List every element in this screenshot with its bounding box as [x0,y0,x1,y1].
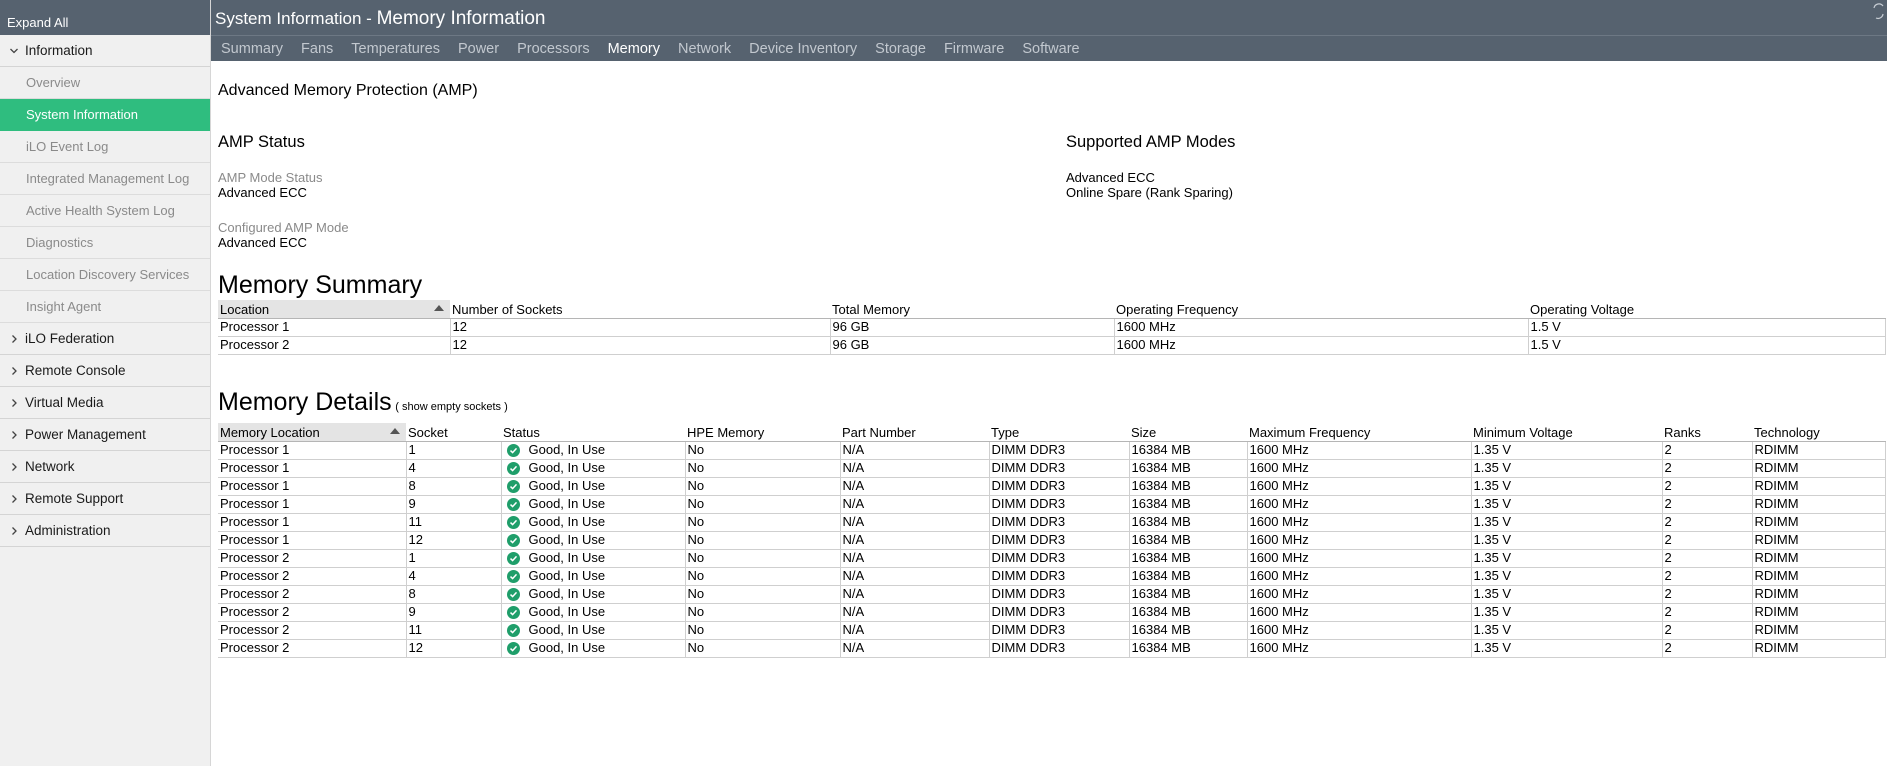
table-cell: 1.35 V [1471,549,1662,567]
table-cell: 12 [450,318,830,336]
table-row [218,495,1885,513]
table-cell: 1.35 V [1471,495,1662,513]
show-empty-sockets-link[interactable]: ( show empty sockets ) [395,401,508,413]
table-cell: No [685,495,840,513]
table-cell: RDIMM [1752,603,1885,621]
nav-group-label: Remote Console [25,363,126,378]
table-cell: No [685,459,840,477]
status-cell [501,477,685,495]
table-cell: 1600 MHz [1247,549,1471,567]
table-cell: 4 [406,459,501,477]
table-cell: 12 [406,639,501,657]
table-cell: 9 [406,603,501,621]
table-cell: Processor 1 [218,459,406,477]
sort-ascending-icon [434,305,444,311]
table-row [218,639,1885,657]
column-header-socket[interactable]: Socket [406,423,501,441]
table-cell: 2 [1662,603,1752,621]
table-cell: 2 [1662,531,1752,549]
nav-item-overview[interactable]: Overview [0,67,210,99]
memory-details-body [218,441,1885,657]
table-row [218,531,1885,549]
tab-power[interactable]: Power [457,40,500,57]
check-circle-icon [507,498,520,511]
chevron-right-icon [9,366,19,376]
table-cell: RDIMM [1752,621,1885,639]
table-cell: 9 [406,495,501,513]
nav-item-integrated-management-log[interactable]: Integrated Management Log [0,163,210,195]
table-cell: 16384 MB [1129,477,1247,495]
table-cell: 1600 MHz [1247,639,1471,657]
nav-group-label: Power Management [25,427,146,442]
table-cell: 16384 MB [1129,531,1247,549]
table-cell: DIMM DDR3 [989,585,1129,603]
chevron-right-icon [9,494,19,504]
table-cell: 1600 MHz [1247,567,1471,585]
check-circle-icon [507,588,520,601]
column-header-hpe-memory[interactable]: HPE Memory [685,423,840,441]
table-cell: 8 [406,477,501,495]
memory-details-heading [218,388,508,417]
nav-group-label: Information [25,43,93,58]
chevron-right-icon [9,334,19,344]
table-cell: No [685,477,840,495]
column-header-operating-frequency[interactable]: Operating Frequency [1114,300,1528,318]
expand-all-link[interactable]: Expand All [0,0,210,35]
table-row [218,318,1885,336]
table-cell: Processor 1 [218,513,406,531]
table-cell: 1.35 V [1471,441,1662,459]
table-cell: N/A [840,459,989,477]
table-cell: DIMM DDR3 [989,495,1129,513]
status-text: Good, In Use [528,640,606,655]
table-cell: 16384 MB [1129,513,1247,531]
table-cell: RDIMM [1752,459,1885,477]
table-cell: N/A [840,567,989,585]
table-cell: 1.5 V [1528,336,1885,354]
tab-software[interactable]: Software [1022,40,1080,57]
amp-mode-status-label: AMP Mode Status [218,170,323,185]
table-cell: RDIMM [1752,639,1885,657]
table-cell: No [685,513,840,531]
table-cell: N/A [840,441,989,459]
table-cell: 12 [450,336,830,354]
configured-amp-mode-label: Configured AMP Mode [218,220,349,235]
table-cell: 1.35 V [1471,513,1662,531]
memory-summary-table [218,300,1886,355]
table-cell: 1.35 V [1471,531,1662,549]
status-text: Good, In Use [528,550,606,565]
check-circle-icon [507,516,520,529]
refresh-icon[interactable] [1871,1,1885,27]
table-cell: 11 [406,621,501,639]
table-cell: Processor 1 [218,495,406,513]
check-circle-icon [507,606,520,619]
table-cell: 1600 MHz [1114,318,1528,336]
table-cell: 16384 MB [1129,603,1247,621]
table-cell: No [685,567,840,585]
column-header-location[interactable]: Location [218,300,450,318]
status-cell [501,567,685,585]
status-text: Good, In Use [528,622,606,637]
memory-details-title: Memory Details [218,388,392,416]
table-cell: 16384 MB [1129,621,1247,639]
table-cell: No [685,639,840,657]
nav-group-information[interactable] [0,35,210,67]
table-row [218,513,1885,531]
memory-summary-title: Memory Summary [218,271,423,299]
table-cell: 8 [406,585,501,603]
column-header-maximum-frequency[interactable]: Maximum Frequency [1247,423,1471,441]
table-cell: 96 GB [830,318,1114,336]
nav-item-system-information[interactable]: System Information [0,99,210,131]
nav-item-location-discovery-services[interactable]: Location Discovery Services [0,259,210,291]
status-cell [501,639,685,657]
status-text: Good, In Use [528,532,606,547]
table-cell: DIMM DDR3 [989,639,1129,657]
table-cell: 2 [1662,639,1752,657]
table-cell: 16384 MB [1129,549,1247,567]
nav-group-administration[interactable] [0,515,210,547]
nav-group-label: Administration [25,523,111,538]
table-cell: 1.35 V [1471,639,1662,657]
table-cell: Processor 2 [218,567,406,585]
table-cell: 1600 MHz [1247,585,1471,603]
table-cell: Processor 2 [218,639,406,657]
table-cell: Processor 1 [218,477,406,495]
column-header-operating-voltage[interactable]: Operating Voltage [1528,300,1885,318]
nav-item-ilo-event-log[interactable]: iLO Event Log [0,131,210,163]
status-cell [501,531,685,549]
tab-firmware[interactable]: Firmware [943,40,1005,57]
check-circle-icon [507,480,520,493]
sort-ascending-icon [390,428,400,434]
column-header-part-number[interactable]: Part Number [840,423,989,441]
table-cell: 1600 MHz [1247,477,1471,495]
table-cell: DIMM DDR3 [989,603,1129,621]
table-cell: 4 [406,567,501,585]
table-cell: 1.35 V [1471,621,1662,639]
table-cell: No [685,585,840,603]
table-cell: No [685,441,840,459]
table-cell: 1.35 V [1471,459,1662,477]
table-cell: 1.35 V [1471,567,1662,585]
table-cell: 16384 MB [1129,459,1247,477]
nav-item-insight-agent[interactable]: Insight Agent [0,291,210,323]
nav-item-diagnostics[interactable]: Diagnostics [0,227,210,259]
table-cell: 1600 MHz [1247,495,1471,513]
table-cell: 2 [1662,459,1752,477]
memory-summary-body [218,318,1885,354]
table-cell: 11 [406,513,501,531]
chevron-right-icon [9,398,19,408]
table-cell: Processor 2 [218,549,406,567]
table-cell: 1600 MHz [1247,603,1471,621]
amp-status-title: AMP Status [218,133,305,151]
table-cell: 1600 MHz [1247,531,1471,549]
column-header-type[interactable]: Type [989,423,1129,441]
table-cell: N/A [840,585,989,603]
supported-amp-modes-title: Supported AMP Modes [1066,133,1236,151]
table-cell: 1.35 V [1471,477,1662,495]
check-circle-icon [507,624,520,637]
status-text: Good, In Use [528,568,606,583]
table-cell: DIMM DDR3 [989,621,1129,639]
table-cell: RDIMM [1752,441,1885,459]
chevron-right-icon [9,462,19,472]
table-cell: 2 [1662,567,1752,585]
table-cell: RDIMM [1752,549,1885,567]
table-row [218,621,1885,639]
table-cell: Processor 2 [218,585,406,603]
column-header-size[interactable]: Size [1129,423,1247,441]
amp-mode-status-value: Advanced ECC [218,185,307,200]
tab-device-inventory[interactable]: Device Inventory [749,40,858,57]
column-header-technology[interactable]: Technology [1752,423,1885,441]
status-cell [501,513,685,531]
column-header-ranks[interactable]: Ranks [1662,423,1752,441]
page-title-main: Memory Information [376,8,546,29]
table-cell: RDIMM [1752,495,1885,513]
table-cell: Processor 2 [218,336,450,354]
table-cell: No [685,603,840,621]
status-text: Good, In Use [528,496,606,511]
table-cell: 1.35 V [1471,585,1662,603]
status-text: Good, In Use [528,586,606,601]
table-cell: No [685,621,840,639]
table-cell: RDIMM [1752,567,1885,585]
table-cell: DIMM DDR3 [989,567,1129,585]
table-cell: 12 [406,531,501,549]
table-cell: 2 [1662,495,1752,513]
table-cell: 16384 MB [1129,567,1247,585]
table-cell: DIMM DDR3 [989,477,1129,495]
table-cell: RDIMM [1752,531,1885,549]
table-cell: Processor 2 [218,621,406,639]
column-header-minimum-voltage[interactable]: Minimum Voltage [1471,423,1662,441]
status-cell [501,603,685,621]
page-title [215,9,546,29]
supported-mode-item: Online Spare (Rank Sparing) [1066,185,1233,200]
table-cell: N/A [840,603,989,621]
column-header-memory-location[interactable]: Memory Location [218,423,406,441]
table-cell: DIMM DDR3 [989,531,1129,549]
table-cell: N/A [840,513,989,531]
table-cell: 1600 MHz [1247,621,1471,639]
column-header-total-memory[interactable]: Total Memory [830,300,1114,318]
table-cell: DIMM DDR3 [989,441,1129,459]
status-cell [501,459,685,477]
table-cell: N/A [840,531,989,549]
nav-group-virtual-media[interactable] [0,387,210,419]
tab-bar [211,35,1887,61]
chevron-right-icon [9,430,19,440]
check-circle-icon [507,552,520,565]
table-cell: 2 [1662,621,1752,639]
table-cell: N/A [840,639,989,657]
table-cell: N/A [840,549,989,567]
tab-summary[interactable]: Summary [221,40,284,57]
nav-group-ilo-federation[interactable] [0,323,210,355]
amp-section-title: Advanced Memory Protection (AMP) [218,82,478,99]
status-text: Good, In Use [528,478,606,493]
nav-group-power-management[interactable] [0,419,210,451]
table-cell: Processor 1 [218,318,450,336]
table-row [218,603,1885,621]
tab-fans[interactable]: Fans [301,40,334,57]
configured-amp-mode-value: Advanced ECC [218,235,307,250]
nav-group-label: Virtual Media [25,395,104,410]
table-cell: 96 GB [830,336,1114,354]
chevron-right-icon [9,526,19,536]
table-cell: 2 [1662,441,1752,459]
table-cell: 1600 MHz [1247,513,1471,531]
table-cell: 1600 MHz [1247,441,1471,459]
tab-storage[interactable]: Storage [875,40,926,57]
table-header-row [218,423,1885,441]
nav-group-label: iLO Federation [25,331,115,346]
table-cell: N/A [840,495,989,513]
table-cell: No [685,549,840,567]
table-cell: RDIMM [1752,585,1885,603]
table-row [218,585,1885,603]
check-circle-icon [507,642,520,655]
status-cell [501,441,685,459]
column-header-status[interactable]: Status [501,423,685,441]
table-cell: RDIMM [1752,477,1885,495]
check-circle-icon [507,534,520,547]
table-row [218,441,1885,459]
nav-group-remote-console[interactable] [0,355,210,387]
memory-details-table [218,423,1886,658]
table-row [218,459,1885,477]
table-cell: 2 [1662,477,1752,495]
status-text: Good, In Use [528,514,606,529]
page-header [211,0,1887,35]
table-cell: N/A [840,477,989,495]
status-cell [501,621,685,639]
check-circle-icon [507,444,520,457]
table-row [218,567,1885,585]
table-cell: 1.35 V [1471,603,1662,621]
status-cell [501,495,685,513]
status-text: Good, In Use [528,604,606,619]
table-row [218,549,1885,567]
table-cell: N/A [840,621,989,639]
table-cell: 2 [1662,585,1752,603]
nav-item-active-health-system-log[interactable]: Active Health System Log [0,195,210,227]
table-cell: DIMM DDR3 [989,513,1129,531]
column-header-number-of-sockets[interactable]: Number of Sockets [450,300,830,318]
table-cell: 16384 MB [1129,495,1247,513]
main-content [211,61,1887,766]
table-cell: 16384 MB [1129,441,1247,459]
status-text: Good, In Use [528,460,606,475]
tab-network[interactable]: Network [677,40,732,57]
status-cell [501,549,685,567]
status-text: Good, In Use [528,442,606,457]
table-cell: Processor 1 [218,531,406,549]
chevron-down-icon [9,46,19,56]
table-row [218,477,1885,495]
table-cell: 2 [1662,549,1752,567]
table-cell: RDIMM [1752,513,1885,531]
table-cell: 16384 MB [1129,639,1247,657]
nav-group-network[interactable] [0,451,210,483]
table-cell: 1 [406,549,501,567]
table-cell: 16384 MB [1129,585,1247,603]
table-cell: DIMM DDR3 [989,549,1129,567]
nav-group-label: Remote Support [25,491,124,506]
table-cell: 1600 MHz [1247,459,1471,477]
table-cell: Processor 2 [218,603,406,621]
tab-temperatures[interactable]: Temperatures [351,40,440,57]
status-cell [501,585,685,603]
table-cell: Processor 1 [218,441,406,459]
table-header-row [218,300,1885,318]
table-row [218,336,1885,354]
table-cell: 1.5 V [1528,318,1885,336]
supported-mode-item: Advanced ECC [1066,170,1155,185]
table-cell: DIMM DDR3 [989,459,1129,477]
table-cell: 1 [406,441,501,459]
table-cell: 2 [1662,513,1752,531]
tab-processors[interactable]: Processors [517,40,590,57]
nav-group-label: Network [25,459,75,474]
table-cell: No [685,531,840,549]
page-title-prefix: System Information - [215,9,377,28]
table-cell: 1600 MHz [1114,336,1528,354]
check-circle-icon [507,462,520,475]
tab-memory[interactable]: Memory [607,40,660,57]
nav-group-remote-support[interactable] [0,483,210,515]
check-circle-icon [507,570,520,583]
sidebar [0,0,211,766]
